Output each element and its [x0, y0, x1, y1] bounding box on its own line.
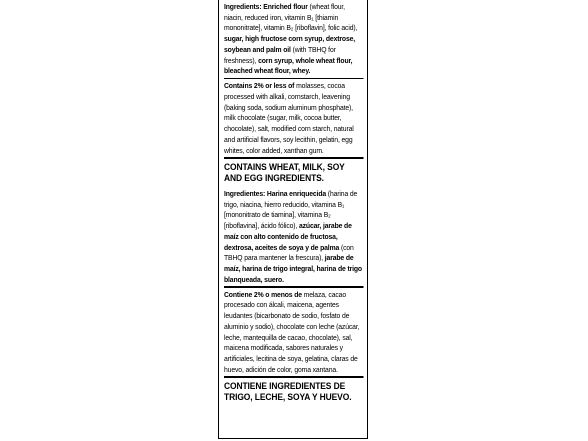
ingredient-text: (with TBHQ for freshness), [224, 44, 336, 65]
bold-ingredient-text: Contains 2% or less of [224, 81, 295, 91]
spanish-paragraph-1 [224, 189, 364, 285]
english-paragraph-2 [224, 81, 364, 156]
bold-ingredient-text: jarabe de maíz, harina de trigo integral, harina de trigo blanqueada, suero. [224, 253, 362, 284]
bold-ingredient-text: azúcar, jarabe de maíz con alto contenido de fructosa, dextrosa, aceites de soya y de palma [224, 221, 352, 252]
spanish-paragraph-1-runs [224, 189, 362, 284]
spanish-paragraph-2 [224, 290, 364, 376]
bold-ingredient-text: Enriched flour [263, 2, 308, 11]
english-ingredients-label: Ingredients: [224, 2, 262, 11]
english-ingredients [224, 2, 364, 183]
bold-ingredient-text: Harina enriquecida [266, 189, 327, 199]
ingredient-text: (harina de trigo, niacina, hierro reducido, vitamina B₁ [mononitrato de tiamina], vitamina B₂ [riboflavina], ácido fólico), [224, 189, 358, 231]
ingredient-text: (con TBHQ para mantener la frescura), [224, 242, 354, 263]
spanish-allergen-statement: CONTIENE INGREDIENTES DE TRIGO, LECHE, SOYA Y HUEVO. [224, 379, 352, 402]
ingredient-text: (wheat flour, niacin, reduced iron, vitamin B₁ [thiamin mononitrate], vitamin B₂ [riboflavin], folic acid), [224, 2, 358, 33]
divider [224, 157, 364, 158]
spanish-ingredients [224, 189, 364, 402]
divider [224, 286, 364, 287]
divider [224, 78, 364, 79]
spanish-ingredients-label: Ingredientes: [224, 189, 266, 199]
bold-ingredient-text: corn syrup, whole wheat flour, bleached wheat flour, whey. [224, 55, 353, 76]
ingredients-panel [218, 0, 368, 439]
ingredient-text: molasses, cocoa processed with alkali, cornstarch, leavening (baking soda, sodium aluminum phosphate), milk chocolate (sugar, milk, cocoa butter, chocolate), salt, modified corn starch, natural and artificial flavors, soy lecithin, gelatin, egg whites, color added, xanthan gum. [224, 81, 354, 155]
bold-ingredient-text: sugar, high fructose corn syrup, dextrose, soybean and palm oil [224, 34, 356, 54]
ingredient-text: melaza, cacao procesado con álcali, maicena, agentes leudantes (bicarbonato de sodio, fosfato de aluminio y sodio), chocolate con leche (azúcar, leche, mantequilla de cacao, chocolate), sal, maicena modificada, sabores naturales y artificiales, lecitina de soya, gelatina, claras de huevo, adición de color, goma xantana. [224, 289, 360, 374]
bold-ingredient-text: Contiene 2% o menos de [224, 289, 302, 299]
english-allergen-statement: CONTAINS WHEAT, MILK, SOY AND EGG INGREDIENTS. [224, 160, 345, 183]
english-paragraph-1-runs [224, 2, 357, 75]
divider [224, 376, 364, 377]
english-paragraph-1 [224, 2, 364, 77]
